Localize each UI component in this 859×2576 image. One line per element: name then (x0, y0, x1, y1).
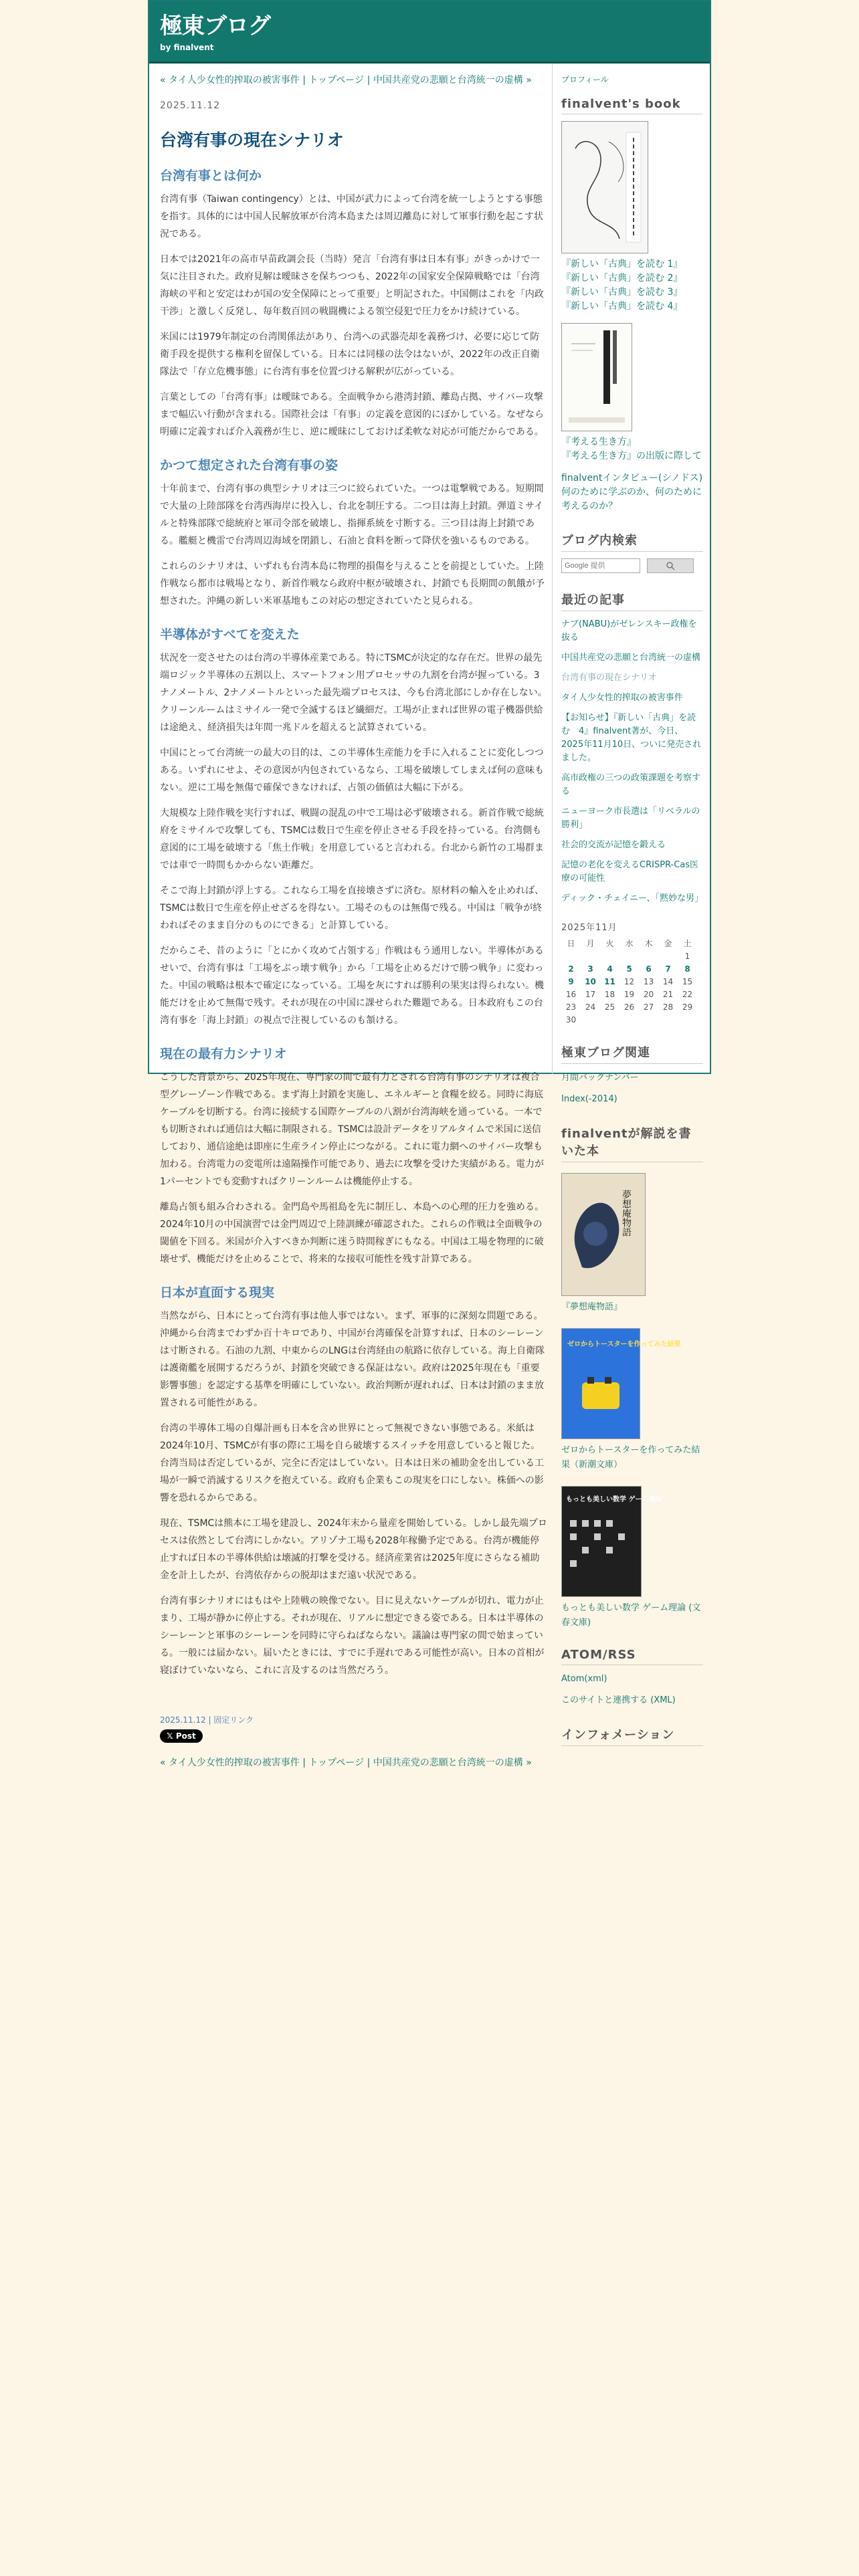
book-cover-art (562, 1329, 681, 1438)
calendar-week (561, 950, 697, 962)
book-cover-art (562, 122, 648, 253)
calendar (561, 937, 697, 1026)
paragraph: 台湾有事シナリオにはもはや上陸戦の映像でない。目に見えないケーブルが切れ、電力が止まり、工場が静かに停止する。それが現在、リアルに想定できる姿である。日本は半導体のシーレーンと軍事のシーレーンを同時に守らねばならない。議論は専門家の間で始まっている。一般には届かない。届いたときには、すでに手遅れである可能性が高い。日本の首相が寝ぼけていないなら、これに言及するのは当然だろう。 (160, 1596, 545, 1676)
next-entry-link[interactable]: 中国共産党の悲願と台湾統一の虚構 » (373, 1757, 532, 1768)
calendar-week (561, 1013, 697, 1026)
recent-entry-link[interactable]: 社会的交流が記憶を鍛える (561, 840, 666, 850)
paragraph: 状況を一変させたのは台湾の半導体産業である。特にTSMCが決定的な存在だ。世界の最先端ロジック半導体の五割以上、スマートフォン用プロセッサの九割を台湾が握っている。3ナノメートル、2ナノメートルといった最先端プロセスは、今も台湾北部にしか存在しない。クリーンルームはミサイル一発で全滅するほど繊細だ。工場が止まれば世界の電子機器供給は途絶え、経済損失は年間一兆ドルを超えると試算されている。 (160, 653, 547, 733)
nav-separator: | (364, 1757, 373, 1768)
backnumber-link[interactable]: 月間バックナンバー (561, 1073, 639, 1083)
entry-nav-bottom (160, 1755, 548, 1771)
calendar-day: 1 (684, 951, 690, 961)
entry-date: 2025.11.12 (160, 100, 221, 111)
calendar-day: 27 (643, 1002, 654, 1012)
weekday: 月 (586, 939, 595, 948)
calendar-day-link[interactable]: 4 (607, 964, 613, 974)
calendar-day: 25 (604, 1002, 615, 1012)
prev-entry-link[interactable]: « タイ人少女性的搾取の被害事件 (160, 1757, 300, 1768)
book-cover-image[interactable] (561, 1173, 646, 1296)
paragraph: これらのシナリオは、いずれも台湾本島に物理的損傷を与えることを前提としていた。上陸作戦なら都市は戦場となり、新首作戦なら政府中枢が破壊され、封鎖でも長期間の飢餓が予想された。沖縄の新しい米軍基地もこの対応の想定されていたと見られる。 (160, 561, 545, 607)
book-heading: finalvent's book (561, 97, 703, 114)
calendar-day: 17 (585, 989, 596, 999)
calendar-day: 29 (682, 1002, 693, 1012)
calendar-day (619, 1013, 639, 1026)
calendar-day (658, 1013, 678, 1026)
explain-book-link[interactable]: 『夢想庵物語』 (561, 1302, 623, 1312)
recent-entry-link[interactable]: タイ人少女性的搾取の被害事件 (561, 693, 683, 703)
calendar-day (639, 950, 658, 962)
section-heading: かつて想定された台湾有事の姿 (160, 458, 339, 473)
top-page-link[interactable]: トップページ (308, 75, 365, 86)
calendar-day: 20 (643, 989, 654, 999)
calendar-day: 19 (624, 989, 635, 999)
search-form (561, 558, 703, 573)
info-heading: インフォメーション (561, 1725, 703, 1746)
explain-book-link[interactable]: ゼロからトースターを作ってみた結果（新潮文庫） (561, 1445, 700, 1470)
calendar-day: 30 (565, 1014, 577, 1025)
calendar-day-link[interactable]: 9 (568, 976, 574, 986)
footer-date-link[interactable]: 2025.11.12 (160, 1715, 206, 1725)
recent-entry-link[interactable]: ナブ(NABU)がゼレンスキー政権を抜る (561, 619, 697, 643)
related-heading: 極東ブログ関連 (561, 1043, 703, 1064)
paragraph: 離島占領も組み合わされる。金門島や馬祖島を先に制圧し、本島への心理的圧力を強める。2024年10月の中国演習では金門周辺で上陸訓練が確認された。これらの作戦は全面戦争の閾値を下回る。米国が介入すべきか判断に迷う時間稼ぎにもなる。中国は工場を物理的に破壊せず、機能だけを止めることで、将来的な接収可能性を残す計算である。 (160, 1202, 544, 1265)
recent-entry-link[interactable]: ディック・チェイニー、「黙妙な男」 (561, 893, 704, 903)
weekday: 水 (625, 939, 634, 948)
prev-entry-link[interactable]: « タイ人少女性的搾取の被害事件 (160, 75, 300, 86)
blog-title[interactable]: 極東ブログ (160, 13, 270, 39)
explain-heading: finalventが解説を書いた本 (561, 1124, 703, 1162)
calendar-day-link[interactable]: 6 (646, 964, 652, 974)
paragraph: 台湾有事（Taiwan contingency）とは、中国が武力によって台湾を統一しようとする事態を指す。具体的には中国人民解放軍が台湾本島または周辺離島に対して軍事行動を起こす状況である。 (160, 194, 543, 239)
atom-heading: ATOM/RSS (561, 1648, 703, 1665)
calendar-day-link[interactable]: 3 (587, 964, 593, 974)
calendar-day (619, 950, 639, 962)
weekday: 日 (567, 939, 575, 948)
nav-separator: | (364, 75, 373, 86)
cover-title: もっとも美しい数学 ゲーム理論 (566, 1496, 662, 1503)
paragraph: 日本では2021年の高市早苗政調会長（当時）発言「台湾有事は日本有事」がきっかけで一気に注目された。政府見解は曖昧さを保ちつつも、2022年の国家安全保障戦略では「台湾海峡の平和と安定はわが国の安全保障にとって重要」と明記された。中国側はこれを「内政干渉」と激しく反発し、毎年数百回の戦闘機による領空侵犯で圧力をかけ続けている。 (160, 254, 544, 317)
weekday: 金 (664, 939, 672, 948)
column-divider (552, 64, 553, 1074)
blog-subtitle: by finalvent (160, 43, 214, 52)
calendar-day-link[interactable]: 2 (568, 964, 574, 974)
weekday: 木 (644, 939, 653, 948)
calendar-day-link[interactable]: 10 (585, 976, 596, 986)
calendar-day: 14 (662, 976, 674, 986)
section-heading: 現在の最有力シナリオ (160, 1047, 287, 1061)
calendar-day (639, 1013, 658, 1026)
book-cover-art (562, 324, 632, 431)
book-cover-image[interactable] (561, 323, 632, 431)
interview-link[interactable]: finalventインタビュー(シノドス) 何のために学ぶのか、何のために考えるのか？ (561, 473, 703, 512)
calendar-day (581, 950, 600, 962)
calendar-day: 18 (604, 989, 615, 999)
search-icon (648, 559, 694, 572)
weekday: 土 (683, 939, 692, 948)
paragraph: 中国にとって台湾統一の最大の目的は、この半導体生産能力を手に入れることに変化しつつある。いずれにせよ、その意図が内包されているなら、工場を破壊してしまえば何の意味もない。逆に工場を無傷で確保できなければ、占領の価値は大幅に下がる。 (160, 748, 544, 793)
calendar-day: 22 (682, 989, 693, 999)
xml-link[interactable]: このサイトと連携する (XML) (561, 1695, 676, 1705)
calendar-day-link[interactable]: 5 (626, 964, 632, 974)
cover-title: ゼロからトースターを作ってみた結果 (567, 1341, 681, 1348)
book-link[interactable]: 『考える生き方』の出版に際して (561, 451, 702, 461)
calendar-day-link[interactable]: 7 (665, 964, 671, 974)
calendar-day (600, 1013, 619, 1026)
calendar-day: 23 (565, 1002, 577, 1012)
main-column (160, 68, 548, 1771)
paragraph: 台湾の半導体工場の自爆計画も日本を含め世界にとって無視できない事態である。米紙は2024年10月、TSMCが有事の際に工場を自ら破壊するスイッチを用意していると報じた。台湾当局は否定しているが、完全に否定はしていない。日本は日米の補助金を出している工場が一瞬で消滅するリスクを抱えている。政府も企業もこの現実を口にしない。株価への影響を恐れるからである。 (160, 1423, 544, 1503)
paragraph: 当然ながら、日本にとって台湾有事は他人事ではない。まず、軍事的に深刻な問題である。沖縄から台湾までわずか百十キロであり、中国が台湾確保を計算すれば、日本のシーレーンは寸断される。石油の九割、中東からのLNGは台湾経由の航路に依存している。海上自衛隊は護衛艦を展開するだろうが、封鎖を突破できる保証はない。政府は2025年現在も「重要影響事態」を認定する基準を明確にしていない。政治判断が遅れれば、日本は封鎖のまま放置される可能性がある。 (160, 1311, 545, 1408)
calendar-day (581, 1013, 600, 1026)
paragraph: そこで海上封鎖が浮上する。これなら工場を直接壊さずに済む。原材料の輸入を止めれば、TSMCは数日で生産を停止せざるを得ない。工場そのものは無傷で残る。中国は「戦争が終わればそのまま自分のものにできる」と計算している。 (160, 885, 544, 931)
calendar-weekdays (561, 937, 697, 950)
x-post-button[interactable] (160, 1729, 203, 1743)
cover-title: 夢想庵物語 (621, 1190, 632, 1237)
calendar-day (658, 950, 678, 962)
book-cover-art (562, 1174, 645, 1295)
recent-entry-link[interactable]: ニューヨーク市長選は「リベラルの勝利」 (561, 807, 700, 830)
book-link[interactable]: 『新しい「古典」を読む 3』 (561, 287, 683, 298)
book-cover-image[interactable] (561, 1328, 681, 1439)
calendar-day: 24 (585, 1002, 596, 1012)
calendar-day-link[interactable]: 11 (604, 976, 615, 986)
recent-entry-link[interactable]: 記憶の老化を変えるCRISPR-Cas医療の可能性 (561, 860, 699, 883)
entry-footer (160, 1714, 548, 1725)
blog-header (149, 1, 710, 64)
paragraph: 米国には1979年制定の台湾関係法があり、台湾への武器売却を義務づけ、必要に応じて防衛手段を提供する権利を留保している。日本には同様の法令はないが、2022年の改正自衛隊法で「存立危機事態」に台湾有事を位置づける解釈が広がっている。 (160, 332, 540, 377)
atom-link[interactable]: Atom(xml) (561, 1674, 607, 1684)
page-wrapper (148, 0, 711, 1768)
calendar-day: 26 (624, 1002, 635, 1012)
entry-title: 台湾有事の現在シナリオ (160, 130, 344, 150)
recent-entry-link[interactable]: 【お知らせ】『新しい「古典」を読む 4』finalvent著が、今日、2025年11月10日、ついに発売されました。 (561, 713, 702, 763)
paragraph: こうした背景から、2025年現在、専門家の間で最有力とされる台湾有事のシナリオは複合型グレーゾーン作戦である。まず海上封鎖を実施し、エネルギーと食糧を絞る。同時に海底ケーブルを切断する。台湾に接続する国際ケーブルの八割が台湾海峡を通っている。一本でも切断されれば通信は大幅に制限される。TSMCは設計データをリアルタイムで米国に送信しており、通信途絶は即座に生産ライン停止につながる。これに電力網へのサイバー攻撃も加わる。台湾電力の変電所は遠隔操作可能であり、過去に攻撃を受けた実績がある。電力が1パーセントでも変動すればクリーンルームは機能停止する。 (160, 1072, 544, 1187)
calendar-day: 28 (662, 1002, 674, 1012)
paragraph: 現在、TSMCは熊本に工場を建設し、2024年末から量産を開始している。しかし最先端プロセスは依然として台湾にしかない。アリゾナ工場も2028年稼働予定である。台湾が機能停止すれば日本の半導体供給は壊滅的打撃を受ける。経済産業省は2025年度にさらなる補助金を計上したが、台湾依存からの脱却はまだ遠い状況である。 (160, 1518, 547, 1581)
calendar-day (600, 950, 619, 962)
calendar-week (561, 988, 697, 1000)
explain-book-link[interactable]: もっとも美しい数学 ゲーム理論 (文春文庫) (561, 1603, 701, 1628)
footer-separator: | (205, 1715, 214, 1725)
sidebar (561, 68, 703, 1753)
calendar-day: 15 (682, 976, 693, 986)
top-page-link[interactable]: トップページ (308, 1757, 365, 1768)
section-heading: 台湾有事とは何か (160, 169, 262, 183)
paragraph: 大規模な上陸作戦を実行すれば、戦闘の混乱の中で工場は必ず破壊される。新首作戦で総統府をミサイルで攻撃しても、TSMCは数日で生産を停止させる手段を持っている。台湾側も意図的に工場を破壊する「焦土作戦」を用意していると言われる。台北から新竹の工場群までは車で一時間もかからない距離だ。 (160, 808, 544, 871)
index-link[interactable]: Index(-2014) (561, 1094, 617, 1104)
next-entry-link[interactable]: 中国共産党の悲願と台湾統一の虚構 » (373, 75, 532, 86)
recent-entry-link[interactable]: 中国共産党の悲願と台湾統一の虚構 (561, 653, 701, 663)
entry-nav-top (160, 72, 548, 88)
book-cover-image[interactable] (561, 1486, 662, 1597)
search-button[interactable] (647, 558, 694, 573)
profile-link[interactable]: プロフィール (561, 75, 609, 84)
calendar-month: 2025年11月 (561, 923, 617, 933)
x-logo-icon: 𝕏 (167, 1731, 176, 1741)
calendar-day (561, 950, 581, 962)
calendar-day: 21 (662, 989, 674, 999)
weekday: 火 (605, 939, 614, 948)
calendar-week (561, 975, 697, 988)
entry-body (160, 166, 548, 1679)
calendar-day: 12 (624, 976, 635, 986)
post-button-label: Post (175, 1731, 196, 1741)
book-link[interactable]: 『新しい「古典」を読む 1』 (561, 259, 683, 270)
permalink[interactable]: 固定リンク (213, 1715, 254, 1725)
nav-separator: | (299, 75, 309, 86)
search-input[interactable] (561, 558, 640, 573)
calendar-day-link[interactable]: 8 (684, 964, 690, 974)
section-heading: 半導体がすべてを変えた (160, 627, 300, 642)
recent-heading: 最近の記事 (561, 591, 703, 611)
search-heading: ブログ内検索 (561, 531, 703, 552)
calendar-day: 13 (643, 976, 654, 986)
book-cover-art (562, 1487, 662, 1596)
calendar-day (678, 1013, 697, 1026)
section-heading: 日本が直面する現実 (160, 1285, 275, 1300)
paragraph: だからこそ、昔のように「とにかく攻めて占領する」作戦はもう通用しない。半導体があるせいで、台湾有事は「工場をぶっ壊す戦争」から「工場を止めるだけで勝つ戦争」に変わった。中国の戦略は根本で確定になっている。工場を灰にすれば勝利の果実は得られない。機能だけを止めて無傷で残す。それが現在の中国に課せられた難題である。日本政府もこの台湾有事を「海上封鎖」の視点で注視しているのも頷ける。 (160, 946, 544, 1026)
calendar-week (561, 962, 697, 975)
calendar-day: 16 (565, 989, 577, 999)
book-cover-image[interactable] (561, 121, 648, 253)
book-link[interactable]: 『考える生き方』 (561, 437, 636, 447)
nav-separator: | (299, 1757, 309, 1768)
book-link[interactable]: 『新しい「古典」を読む 2』 (561, 273, 683, 284)
paragraph: 言葉としての「台湾有事」は曖昧である。全面戦争から港湾封鎖、離島占拠、サイバー攻撃まで幅広い行動が含まれる。国際社会は「有事」の定義を意図的にぼかしている。なぜなら明確に定義すれば介入義務が生じ、逆に曖昧にしておけば柔軟な対応が可能だからである。 (160, 392, 544, 437)
calendar-week (561, 1000, 697, 1013)
recent-entry-current[interactable]: 台湾有事の現在シナリオ (561, 673, 657, 683)
book-link[interactable]: 『新しい「古典」を読む 4』 (561, 301, 683, 312)
paragraph: 十年前まで、台湾有事の典型シナリオは三つに絞られていた。一つは電撃戦である。短期間で大量の上陸部隊を台湾西海岸に投入し、台北を制圧する。二つ目は海上封鎖。弾道ミサイルと特殊部隊で総統府と軍司令部を破壊し、指揮系統を寸断する。三つ目は海上封鎖である。艦艇と機雷で台湾周辺海域を閉鎖し、石油と食料を断って降伏を強いるものである。 (160, 484, 544, 546)
recent-entry-link[interactable]: 高市政権の三つの政策課題を考察する (561, 773, 701, 796)
